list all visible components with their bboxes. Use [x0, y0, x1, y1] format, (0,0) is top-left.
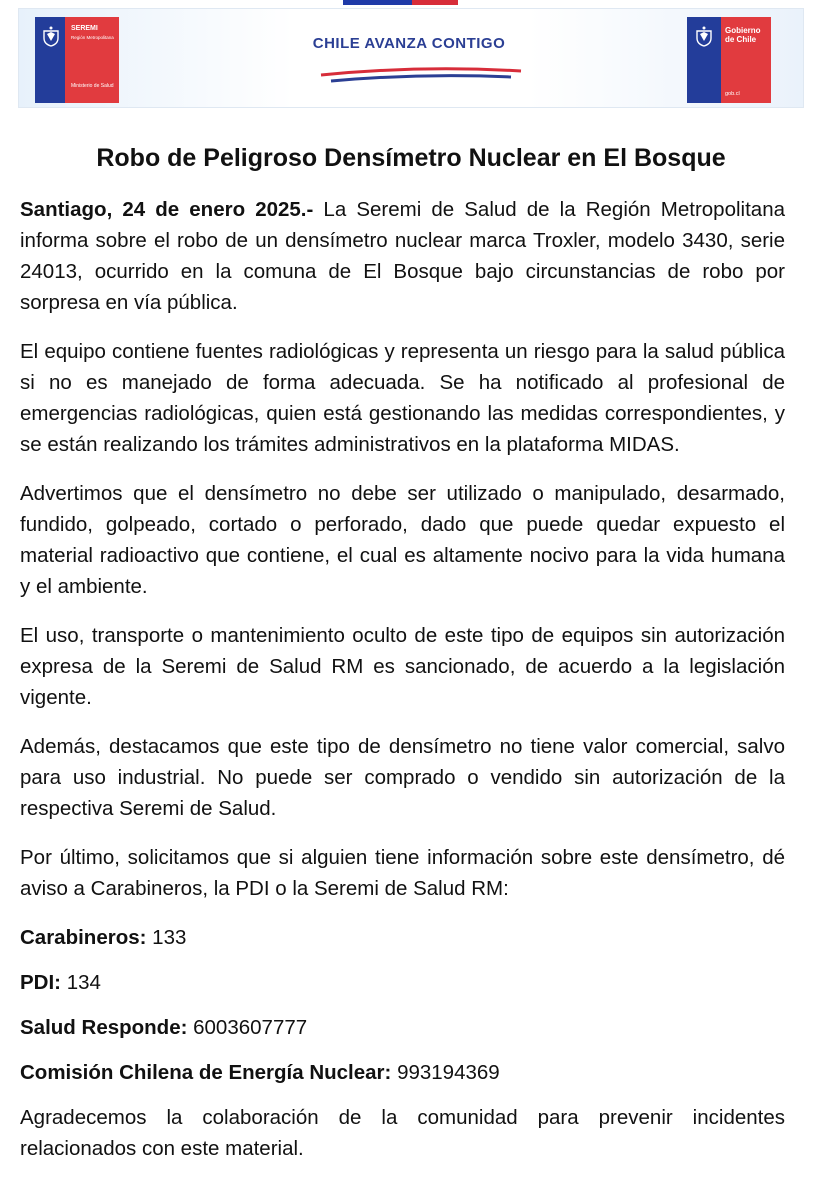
paragraph: [20, 194, 785, 318]
contact-label: Salud Responde:: [20, 1016, 188, 1039]
coat-of-arms-icon: [40, 25, 62, 47]
paragraph: Por último, solicitamos que si alguien tiene información sobre este densímetro, dé aviso a Carabineros, la PDI o la Seremi de Salud RM:: [20, 846, 785, 900]
contact-cchen: [20, 1057, 785, 1088]
page-title: Robo de Peligroso Densímetro Nuclear en El Bosque: [96, 144, 726, 172]
seremi-logo-subtitle: Región Metropolitana: [71, 35, 114, 40]
header-banner: [18, 8, 804, 108]
contact-label: Comisión Chilena de Energía Nuclear:: [20, 1061, 392, 1084]
contact-pdi: [20, 967, 785, 998]
gobierno-logo-title: Gobierno de Chile: [725, 26, 761, 44]
paragraph-text: La Seremi de Salud de la Región Metropolitana informa sobre el robo de un densímetro nuclear marca Troxler, modelo 3430, serie 24013, ocurrido en la comuna de El Bosque bajo circunstancias de robo por sorpresa en vía pública.: [20, 198, 785, 314]
contact-number: 6003607777: [187, 1016, 308, 1039]
contact-number: 993194369: [391, 1061, 500, 1084]
logo-blue-band: [35, 17, 65, 103]
closing-paragraph: Agradecemos la colaboración de la comunidad para prevenir incidentes relacionados con este material.: [20, 1106, 785, 1160]
contact-label: Carabineros:: [20, 926, 147, 949]
gobierno-logo: [687, 17, 771, 103]
slogan-text: CHILE AVANZA CONTIGO: [312, 35, 506, 52]
paragraph: El equipo contiene fuentes radiológicas y representa un riesgo para la salud pública si no es manejado de forma adecuada. Se ha notificado al profesional de emergencias radiológicas, quien está gestionando las medidas correspondientes, y se están realizando los trámites administrativos en la plataforma MIDAS.: [20, 340, 785, 456]
seremi-logo-title: SEREMI: [71, 25, 98, 32]
contact-number: 133: [146, 926, 187, 949]
contact-label: PDI:: [20, 971, 61, 994]
contact-number: 134: [61, 971, 101, 994]
top-flag-stripe: [343, 0, 458, 5]
press-release-body: [20, 194, 785, 1182]
seremi-logo: [35, 17, 119, 103]
contact-carabineros: [20, 922, 785, 953]
paragraph: El uso, transporte o mantenimiento oculto de este tipo de equipos sin autorización expresa de la Seremi de Salud RM es sancionado, de acuerdo a la legislación vigente.: [20, 624, 785, 709]
seremi-logo-footer: Ministerio de Salud: [71, 83, 114, 89]
logo-blue-band: [687, 17, 721, 103]
slogan-swoosh-icon: [311, 61, 531, 85]
coat-of-arms-icon: [693, 25, 715, 47]
dateline: Santiago, 24 de enero 2025.-: [20, 198, 314, 221]
contact-salud-responde: [20, 1012, 785, 1043]
paragraph: Además, destacamos que este tipo de densímetro no tiene valor comercial, salvo para uso industrial. No puede ser comprado o vendido sin autorización de la respectiva Seremi de Salud.: [20, 735, 785, 820]
gobierno-logo-footer: gob.cl: [725, 91, 740, 97]
paragraph: Advertimos que el densímetro no debe ser utilizado o manipulado, desarmado, fundido, golpeado, cortado o perforado, dado que puede quedar expuesto el material radioactivo que contiene, el cual es altamente nocivo para la vida humana y el ambiente.: [20, 482, 785, 598]
